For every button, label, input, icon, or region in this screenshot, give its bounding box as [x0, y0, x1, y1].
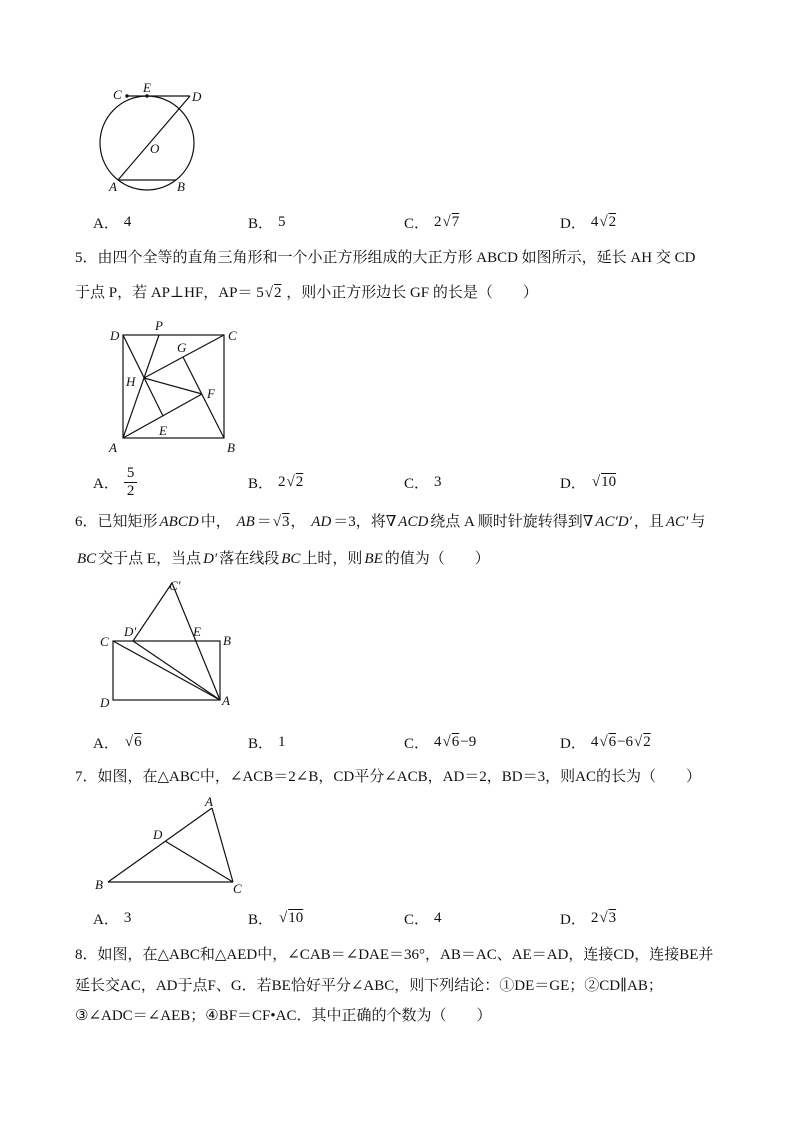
- q5-stem-line-1: 5．由四个全等的直角三角形和一个小正方形组成的大正方形 ABCD 如图所示，延长 AH 交 CD: [75, 250, 696, 266]
- stem-text: 于点 P，若 AP⊥HF，AP＝: [75, 285, 253, 301]
- q5-option-b: [248, 462, 304, 502]
- sqrt-sign: √: [599, 909, 608, 926]
- option-label: B．: [248, 911, 274, 928]
- sqrt-sign: √: [442, 213, 451, 230]
- stem-text: 的值为（ ）: [384, 551, 490, 567]
- option-radicand: 6: [134, 733, 142, 750]
- q7-option-d: [560, 898, 617, 938]
- stem-radicand: 2: [273, 285, 282, 301]
- label-p: P: [155, 318, 163, 333]
- option-radicand: 6: [451, 733, 460, 750]
- option-coefficient: 2: [590, 909, 599, 926]
- q6-rectangle-figure: [95, 570, 240, 715]
- label-a: A: [109, 440, 117, 455]
- label-d: D: [100, 695, 110, 710]
- stem-math: ABCD: [159, 514, 199, 530]
- label-e: E: [159, 423, 167, 438]
- sqrt-sign: √: [279, 909, 288, 926]
- sqrt-sign: √: [599, 213, 608, 230]
- triangle-symbol: ∇: [385, 514, 397, 530]
- q4-option-a: [93, 202, 131, 242]
- option-value: 3: [434, 473, 442, 490]
- stem-coefficient: 5: [256, 285, 264, 301]
- option-fraction: [124, 465, 138, 500]
- label-h: H: [126, 374, 136, 389]
- option-radicand: 6: [608, 733, 617, 750]
- label-g: G: [177, 340, 187, 355]
- segment-ba: [108, 808, 212, 882]
- option-radicand: 2: [608, 213, 617, 230]
- option-label: A．: [93, 911, 119, 928]
- label-b: B: [177, 179, 185, 194]
- q7-option-a: [93, 898, 131, 938]
- stem-text: ，则小正方形边长 GF 的长是（ ）: [286, 285, 538, 301]
- stem-text: ，且: [633, 514, 664, 530]
- option-value: 5: [278, 213, 286, 230]
- stem-text: ＝: [256, 514, 272, 530]
- segment-ad-prime: [133, 641, 220, 700]
- diagonal-ac: [113, 641, 220, 700]
- option-coefficient: 4: [434, 733, 442, 750]
- q5-square-figure: [100, 315, 245, 463]
- q8-stem-line-3: ③∠ADC＝∠AEB；④BF＝CF•AC．其中正确的个数为（ ）: [75, 1008, 492, 1024]
- option-tail: −9: [460, 733, 477, 750]
- label-b: B: [95, 877, 103, 892]
- option-label: A．: [93, 215, 119, 232]
- option-label: D．: [560, 911, 586, 928]
- stem-text: 交于点 E，当点: [98, 551, 202, 567]
- q4-option-c: [404, 202, 460, 242]
- option-coefficient: 4: [590, 733, 599, 750]
- q5-option-d: [560, 462, 617, 502]
- label-c: C: [233, 881, 242, 896]
- label-c-prime: C': [169, 578, 181, 593]
- stem-math: AC′: [665, 514, 689, 530]
- sqrt-sign: √: [634, 733, 643, 750]
- segment-ad: [118, 96, 190, 180]
- fraction-denominator: 2: [126, 482, 135, 499]
- q7-stem-line-1: 7．如图，在△ABC中，∠ACB＝2∠B，CD平分∠ACB，AD＝2，BD＝3，则AC的长为（ ）: [75, 769, 701, 785]
- stem-text: 落在线段: [219, 551, 280, 567]
- label-c: C: [100, 634, 109, 649]
- sqrt-sign: √: [272, 514, 282, 530]
- circle-o: [100, 96, 194, 190]
- q6-option-d: [560, 722, 652, 762]
- label-d: D: [110, 328, 120, 343]
- option-radicand: 3: [608, 909, 617, 926]
- stem-text: 与: [690, 514, 706, 530]
- q6-stem-line-2: [75, 549, 490, 569]
- stem-radicand: 3: [282, 514, 290, 530]
- option-coefficient: 2: [434, 213, 442, 230]
- option-label: D．: [560, 475, 586, 492]
- option-coefficient: 4: [590, 213, 599, 230]
- label-c: C: [228, 328, 237, 343]
- option-radicand: 7: [451, 213, 460, 230]
- stem-math: AC′D′: [595, 514, 632, 530]
- label-b: B: [223, 633, 231, 648]
- label-d: D: [153, 827, 163, 842]
- q4-circle-figure: [95, 78, 215, 198]
- label-f: F: [207, 386, 215, 401]
- q6-option-b: [248, 722, 286, 762]
- stem-text: ，: [290, 514, 306, 530]
- option-radicand: 10: [601, 473, 617, 490]
- sqrt-sign: √: [591, 473, 601, 490]
- option-radicand-2: 2: [643, 733, 651, 750]
- stem-math: BC: [281, 551, 301, 567]
- stem-text: 6．已知矩形: [75, 514, 158, 530]
- option-tail: −6: [617, 733, 634, 750]
- option-value: 3: [123, 909, 132, 926]
- option-label: D．: [560, 215, 586, 232]
- option-label: C．: [404, 475, 430, 492]
- option-value: 4: [123, 213, 132, 230]
- stem-text: ＝3，将: [333, 514, 386, 530]
- label-d-prime: D': [124, 624, 137, 639]
- stem-math: D′: [203, 551, 218, 567]
- point-c-dot: [125, 94, 128, 97]
- q5-option-c: [404, 462, 442, 502]
- segment-bg: [183, 357, 224, 438]
- sqrt-sign: √: [599, 733, 608, 750]
- stem-math: BE: [364, 551, 383, 567]
- option-label: B．: [248, 475, 274, 492]
- q7-triangle-figure: [90, 790, 250, 897]
- sqrt-sign: √: [124, 733, 134, 750]
- option-label: C．: [404, 735, 430, 752]
- label-o: O: [150, 141, 160, 156]
- option-label: C．: [404, 911, 430, 928]
- stem-text: 上时，则: [302, 551, 363, 567]
- label-c: C: [113, 87, 122, 102]
- label-e: E: [143, 80, 151, 95]
- option-value: 4: [434, 909, 442, 926]
- q5-option-a: [93, 462, 137, 502]
- option-coefficient: 2: [278, 473, 286, 490]
- option-radicand: 2: [295, 473, 304, 490]
- label-d: D: [192, 89, 202, 104]
- option-value: 1: [278, 733, 286, 750]
- option-radicand: 10: [288, 909, 304, 926]
- q4-option-d: [560, 202, 617, 242]
- sqrt-sign: √: [286, 473, 295, 490]
- q6-option-c: [404, 722, 476, 762]
- triangle-symbol: ∇: [582, 514, 594, 530]
- label-a: A: [222, 693, 230, 708]
- fraction-numerator: 5: [124, 465, 138, 483]
- label-a: A: [205, 794, 213, 809]
- segment-c-prime-d-prime: [133, 583, 172, 641]
- stem-math: BC: [77, 551, 97, 567]
- stem-math: AD: [311, 514, 332, 530]
- option-label: A．: [93, 475, 119, 492]
- option-label: D．: [560, 735, 586, 752]
- q7-option-c: [404, 898, 442, 938]
- q4-option-b: [248, 202, 286, 242]
- sqrt-sign: √: [442, 733, 451, 750]
- label-a: A: [109, 179, 117, 194]
- stem-text: 绕点 A 顺时针旋转得到: [430, 514, 583, 530]
- option-label: C．: [404, 215, 430, 232]
- option-label: B．: [248, 735, 274, 752]
- label-b: B: [227, 440, 235, 455]
- stem-math: ACD: [398, 514, 429, 530]
- label-e: E: [193, 624, 201, 639]
- q6-stem-line-1: [75, 512, 705, 532]
- option-label: A．: [93, 735, 119, 752]
- q7-option-b: [248, 898, 304, 938]
- segment-hf: [144, 378, 202, 394]
- q5-stem-line-2: [75, 283, 538, 303]
- option-label: B．: [248, 215, 274, 232]
- q6-option-a: [93, 722, 143, 762]
- q8-stem-line-2: 延长交AC，AD于点F、G．若BE恰好平分∠ABC，则下列结论：①DE＝GE；②CD∥AB；: [75, 978, 663, 994]
- sqrt-sign: √: [264, 285, 273, 301]
- stem-text: 中，: [200, 514, 231, 530]
- q8-stem-line-1: 8．如图，在△ABC和△AED中，∠CAB＝∠DAE＝36°，AB＝AC、AE＝AD，连接CD，连接BE并: [75, 947, 714, 963]
- stem-math: AB: [236, 514, 255, 530]
